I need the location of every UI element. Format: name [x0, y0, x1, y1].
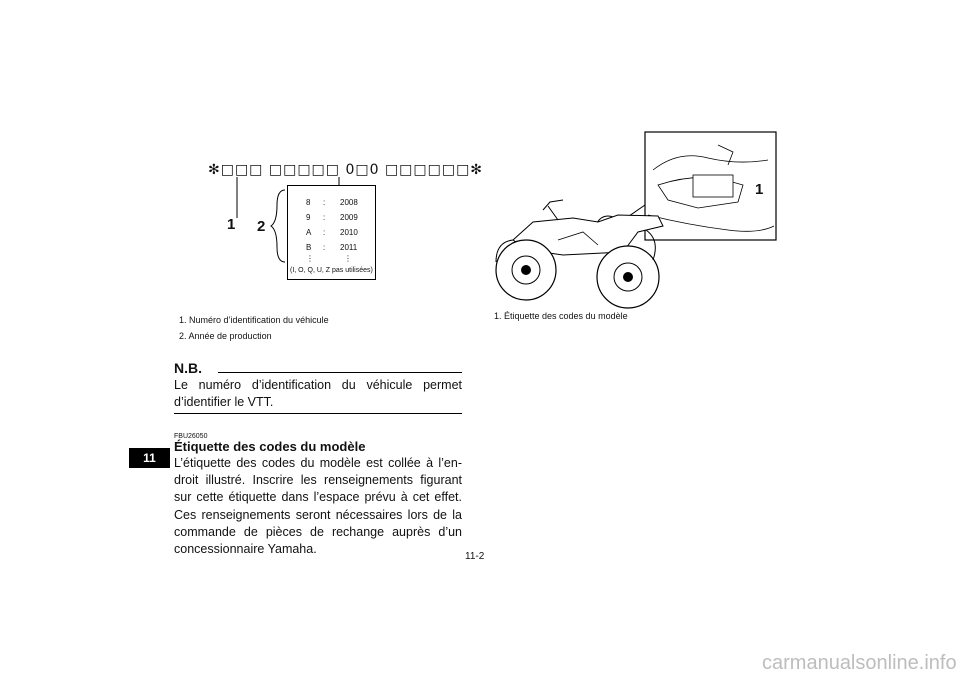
section-paragraph: L’étiquette des codes du modèle est collée à l’en-droit illustré. Inscrire les renseignements figurant sur cette étiquette dans l’espace prévu à cet effet. Ces renseignements seront nécessaires lors de la commande de pièces de rechange auprès d’un concessionnaire Yamaha.: [174, 456, 462, 557]
atv-illustration: [488, 130, 780, 320]
note-rule: [218, 372, 462, 373]
year-code: 9: [306, 213, 311, 222]
caption-year: 2. Année de production: [179, 331, 272, 341]
atv-drawing: [488, 130, 780, 320]
caption-vin: 1. Numéro d’identification du véhicule: [179, 315, 329, 325]
chapter-tab: 11: [129, 448, 170, 468]
year-sep: :: [323, 228, 326, 237]
section-body: [174, 455, 462, 558]
year-code: 8: [306, 198, 311, 207]
year-code: B: [306, 243, 312, 252]
section-heading: Étiquette des codes du modèle: [174, 439, 366, 454]
callout-1: 1: [227, 216, 236, 233]
vertical-ellipsis: ⋮: [306, 254, 314, 263]
year-sep: :: [323, 243, 326, 252]
year-value: 2008: [340, 198, 358, 207]
front-wheel: [496, 240, 556, 300]
year-sep: :: [323, 213, 326, 222]
vin-glyphs: ✻□□□ □□□□□ 0□0 □□□□□□✻: [208, 162, 484, 178]
note-end-rule: [174, 413, 462, 414]
section-code: FBU26050: [174, 433, 208, 440]
year-sep: :: [323, 198, 326, 207]
watermark: carmanualsonline.info: [762, 652, 957, 674]
callout-2: 2: [257, 218, 266, 235]
rear-wheel: [597, 246, 659, 308]
page-number: 11-2: [465, 551, 485, 562]
note-text: Le numéro d’identification du véhicule permet d’identifier le VTT.: [174, 378, 462, 409]
year-code: A: [306, 228, 312, 237]
caption-model-label: 1. Étiquette des codes du modèle: [494, 311, 628, 321]
production-year-table: [287, 185, 376, 280]
note-title: N.B.: [174, 360, 202, 376]
vertical-ellipsis: ⋮: [344, 254, 352, 263]
year-value: 2011: [340, 243, 358, 252]
year-value: 2010: [340, 228, 358, 237]
year-value: 2009: [340, 213, 358, 222]
atv-callout-1: 1: [755, 181, 764, 198]
excluded-letters-note: (I, O, Q, U, Z pas utilisées): [290, 267, 373, 274]
